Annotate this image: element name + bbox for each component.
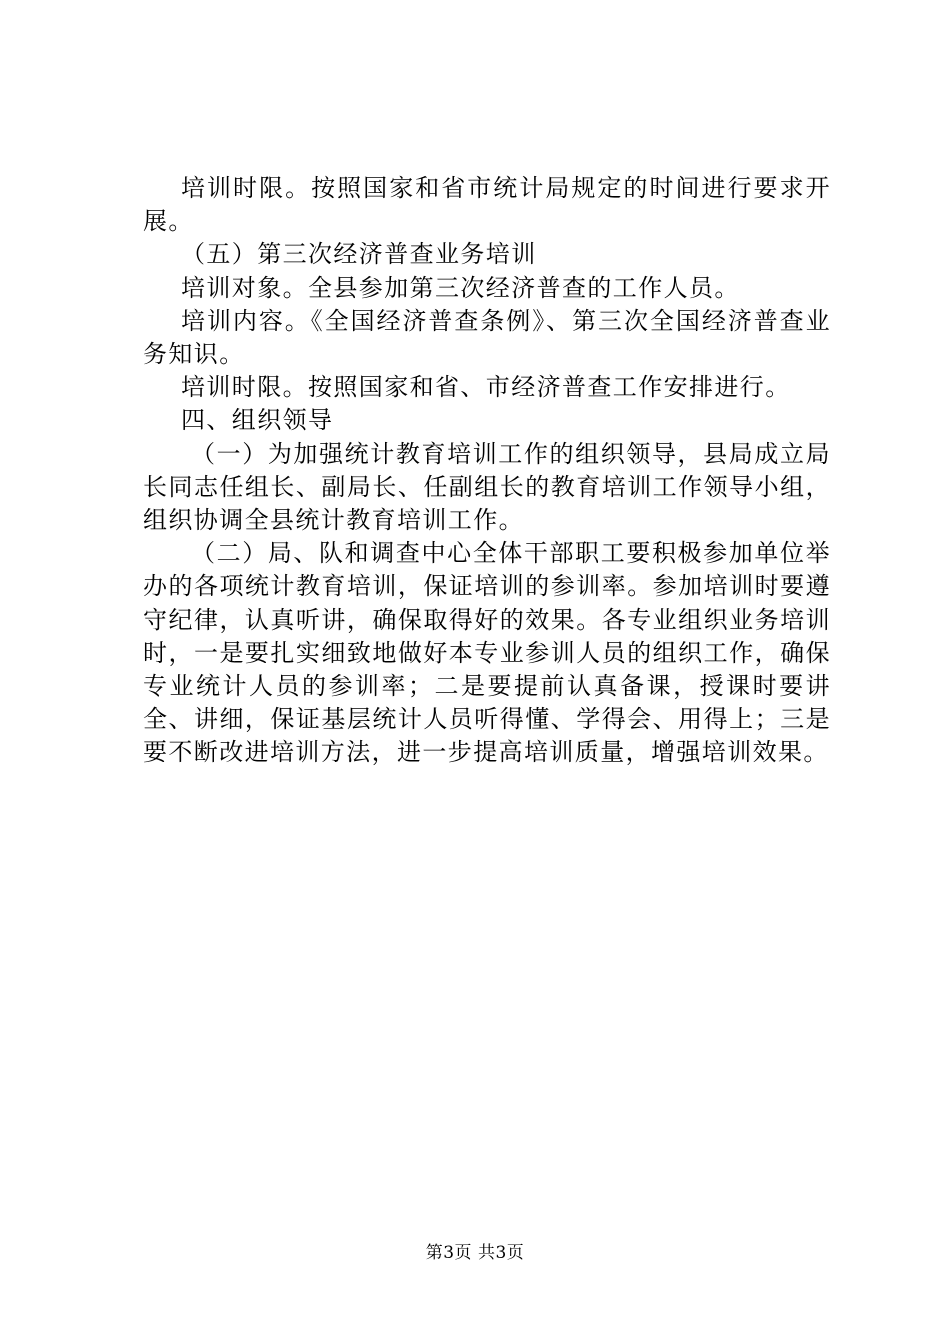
paragraph-training-period: 培训时限。按照国家和省市统计局规定的时间进行要求开展。	[143, 174, 831, 236]
paragraph-leadership-group: （一）为加强统计教育培训工作的组织领导，县局成立局长同志任组长、副局长、任副组长的教育培训工作领导小组，组织协调全县统计教育培训工作。	[143, 439, 831, 535]
page-footer: 第3页 共3页	[425, 1243, 525, 1263]
document-body	[143, 172, 831, 770]
paragraph-training-target: 培训对象。全县参加第三次经济普查的工作人员。	[181, 273, 740, 302]
paragraph-training-period-census: 培训时限。按照国家和省、市经济普查工作安排进行。	[181, 373, 791, 402]
heading-census-training: （五）第三次经济普查业务培训	[181, 240, 537, 269]
heading-organization-leadership: 四、组织领导	[181, 406, 334, 435]
paragraph-staff-participation: （二）局、队和调查中心全体干部职工要积极参加单位举办的各项统计教育培训，保证培训的参训率。参加培训时要遵守纪律，认真听讲，确保取得好的效果。各专业组织业务培训时，一是要扎实细致地做好本专业参训人员的组织工作，确保专业统计人员的参训率；二是要提前认真备课，授课时要讲全、讲细，保证基层统计人员听得懂、学得会、用得上；三是要不断改进培训方法，进一步提高培训质量，增强培训效果。	[143, 539, 831, 767]
paragraph-training-content: 培训内容。《全国经济普查条例》、第三次全国经济普查业务知识。	[143, 306, 831, 369]
